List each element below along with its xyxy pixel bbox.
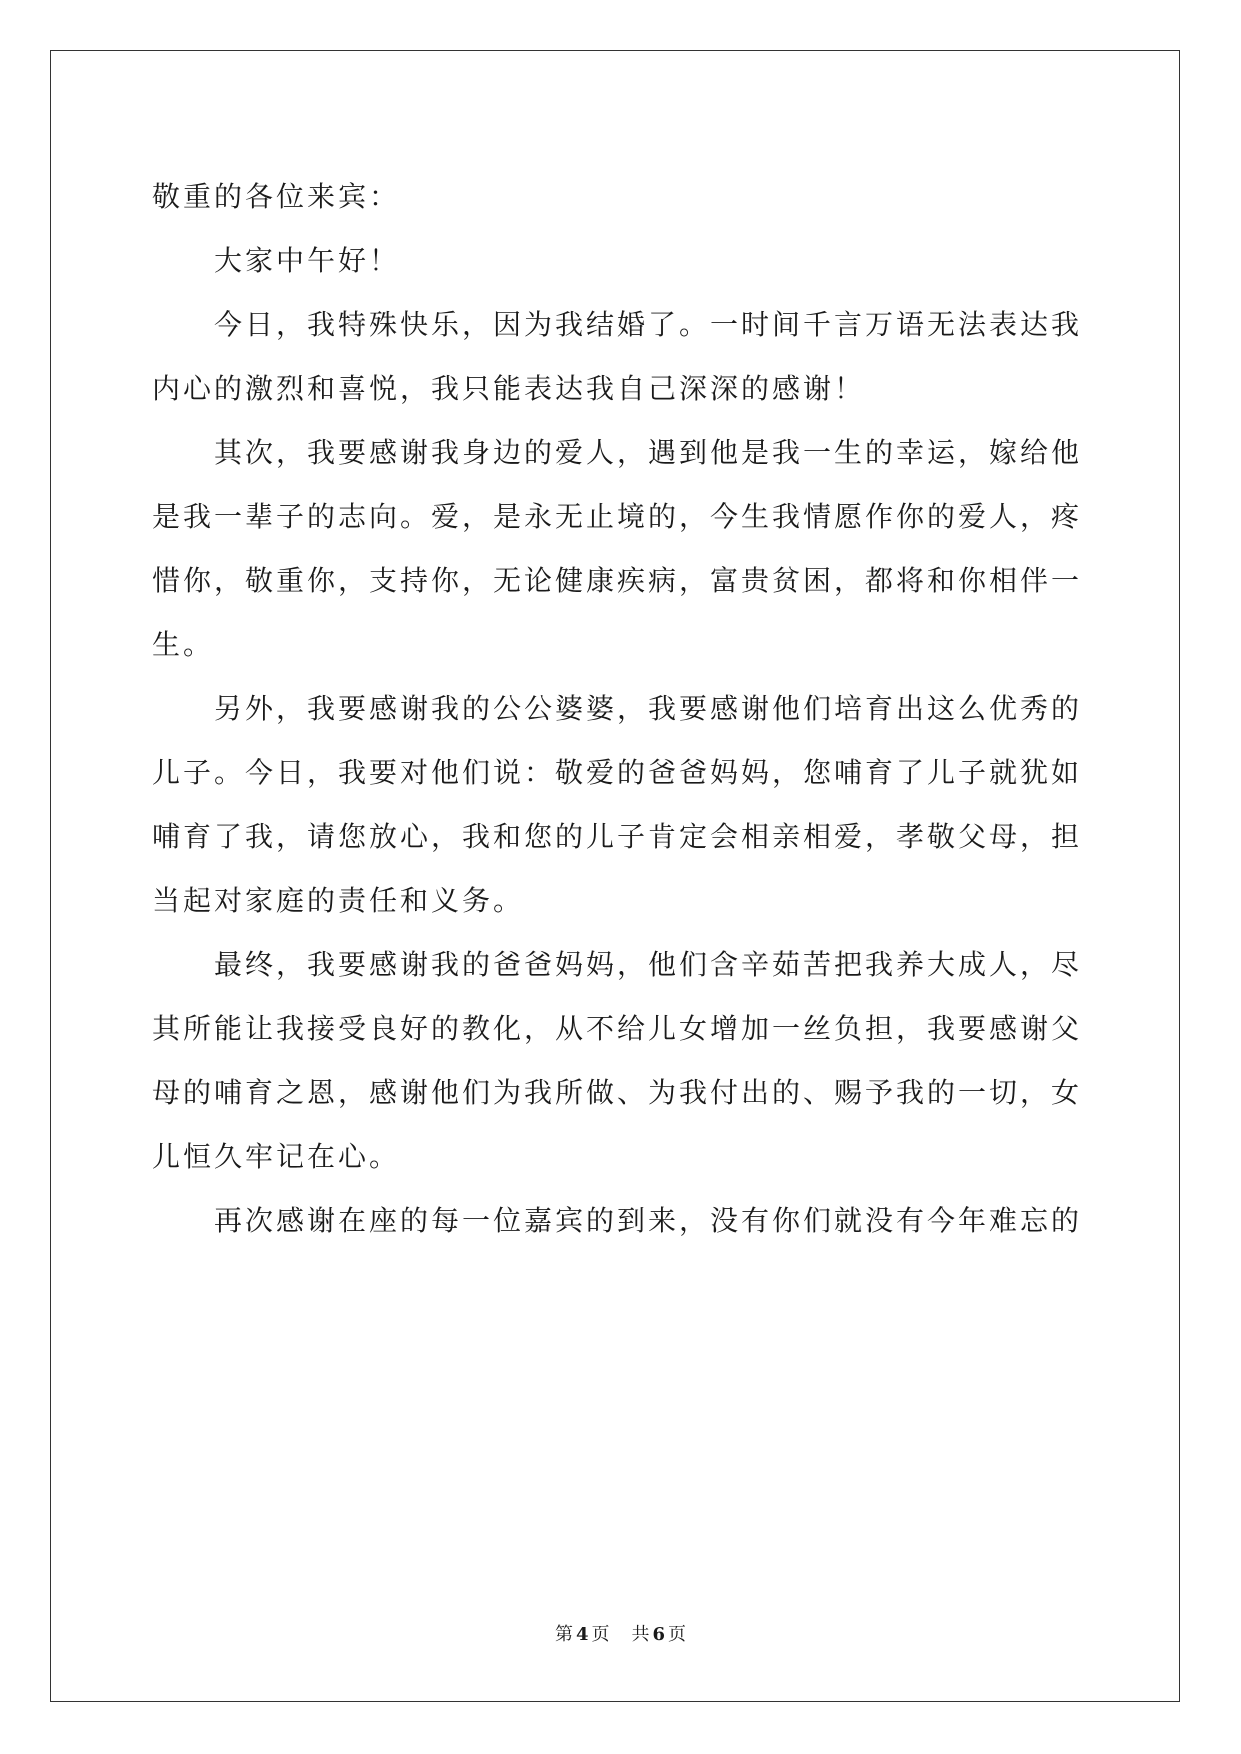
paragraph-greeting: 大家中午好！ (214, 244, 401, 277)
salutation: 敬重的各位来宾： (152, 180, 401, 213)
current-page-number: 4 (575, 1624, 589, 1645)
total-page-number: 6 (652, 1624, 666, 1645)
page-footer (0, 1620, 1241, 1646)
document-body (152, 165, 1082, 1253)
paragraph: 今日，我特殊快乐，因为我结婚了。一时间千言万语无法表达我内心的激烈和喜悦，我只能表达我自己深深的感谢！ (152, 308, 1083, 405)
total-prefix: 共 (631, 1624, 650, 1645)
paragraph: 最终，我要感谢我的爸爸妈妈，他们含辛茹苦把我养大成人，尽其所能让我接受良好的教化，从不给儿女增加一丝负担，我要感谢父母的哺育之恩，感谢他们为我所做、为我付出的、赐予我的一切，女儿恒久牢记在心。 (152, 948, 1083, 1173)
paragraph: 其次，我要感谢我身边的爱人，遇到他是我一生的幸运，嫁给他是我一辈子的志向。爱，是永无止境的，今生我情愿作你的爱人，疼惜你，敬重你，支持你，无论健康疾病，富贵贫困，都将和你相伴一生。 (152, 436, 1083, 661)
page-suffix: 页 (591, 1624, 610, 1645)
paragraph: 另外，我要感谢我的公公婆婆，我要感谢他们培育出这么优秀的儿子。今日，我要对他们说：敬爱的爸爸妈妈，您哺育了儿子就犹如哺育了我，请您放心，我和您的儿子肯定会相亲相爱，孝敬父母，担当起对家庭的责任和义务。 (152, 692, 1083, 917)
paragraph: 再次感谢在座的每一位嘉宾的到来，没有你们就没有今年难忘的 (214, 1204, 1083, 1237)
total-suffix: 页 (668, 1624, 687, 1645)
page-prefix: 第 (554, 1624, 573, 1645)
